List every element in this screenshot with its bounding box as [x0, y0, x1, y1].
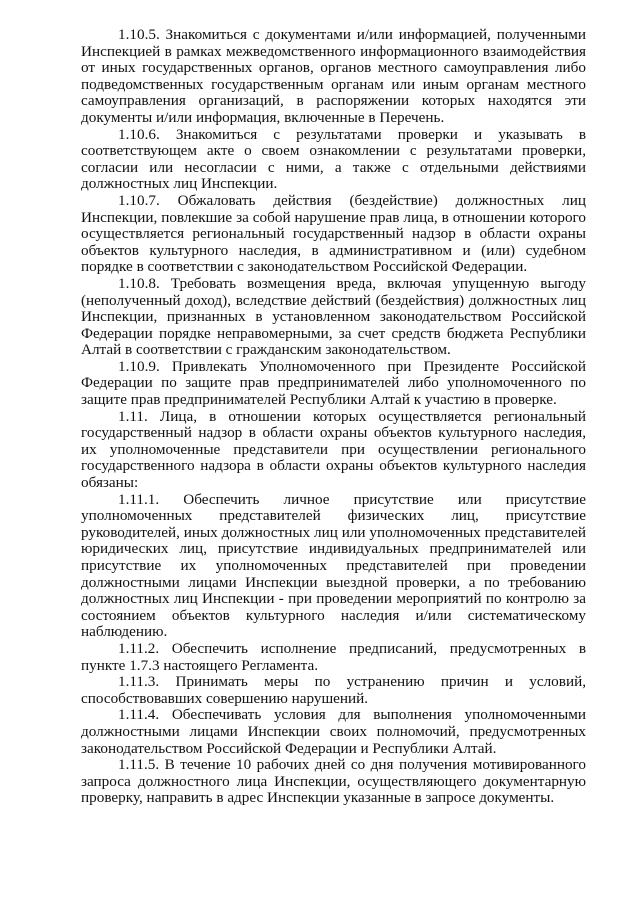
paragraph-1-11-5: 1.11.5. В течение 10 рабочих дней со дня получения мотивированного запроса должностного лица Инспекции, осуществляющего документарную проверку, направить в адрес Инспекции указанные в запросе документы. — [81, 756, 586, 807]
paragraph-1-11-4: 1.11.4. Обеспечивать условия для выполнения уполномоченными должностными лицами Инспекции своих полномочий, предусмотренных законодательством Российской Федерации и Республики Алтай. — [81, 706, 586, 757]
paragraph-1-10-8: 1.10.8. Требовать возмещения вреда, включая упущенную выгоду (неполученный доход), вследствие действий (бездействия) должностных лиц Инспекции, признанных в установленном законодательством Российской Федерации порядке неправомерными, за счет средств бюджета Республики Алтай в соответствии с гражданским законодательством. — [81, 274, 586, 359]
paragraph-1-11-1: 1.11.1. Обеспечить личное присутствие или присутствие уполномоченных представителей физических лиц, присутствие руководителей, иных должностных лиц или уполномоченных представителей юридических лиц, присутствие индивидуальных предпринимателей или присутствие их уполномоченных представителей при проведении должностными лицами Инспекции выездной проверки, а по требованию должностных лиц Инспекции - при проведении мероприятий по контролю за состоянием объектов культурного наследия и/или систематическому наблюдению. — [81, 490, 586, 641]
paragraph-1-11-2: 1.11.2. Обеспечить исполнение предписаний, предусмотренных в пункте 1.7.3 настоящего Регламента. — [81, 639, 586, 674]
paragraph-1-10-5: 1.10.5. Знакомиться с документами и/или информацией, полученными Инспекцией в рамках межведомственного информационного взаимодействия от иных государственных органов, органов местного самоуправления либо подведомственных государственным органам или иным органам местного самоуправления организаций, в распоряжении которых находятся эти документы и/или информация, включенные в Перечень. — [81, 26, 586, 126]
paragraph-1-11: 1.11. Лица, в отношении которых осуществляется региональный государственный надзор в области охраны объектов культурного наследия, их уполномоченные представители при осуществлении регионального государственного надзора в области охраны объектов культурного наследия обязаны: — [81, 407, 586, 492]
paragraph-1-10-7: 1.10.7. Обжаловать действия (бездействие) должностных лиц Инспекции, повлекшие за собой нарушение прав лица, в отношении которого осуществляется региональный государственный надзор в области охраны объектов культурного наследия, в административном и (или) судебном порядке в соответствии с законодательством Российской Федерации. — [81, 191, 586, 276]
document-body — [81, 27, 586, 807]
paragraph-1-10-6: 1.10.6. Знакомиться с результатами проверки и указывать в соответствующем акте о своем ознакомлении с результатами проверки, согласии или несогласии с ними, а также с отдельными действиями должностных лиц Инспекции. — [81, 125, 586, 193]
paragraph-1-10-9: 1.10.9. Привлекать Уполномоченного при Президенте Российской Федерации по защите прав предпринимателей либо уполномоченного по защите прав предпринимателей Республики Алтай к участию в проверке. — [81, 357, 586, 409]
paragraph-1-11-3: 1.11.3. Принимать меры по устранению причин и условий, способствовавших совершению нарушений. — [81, 673, 586, 707]
